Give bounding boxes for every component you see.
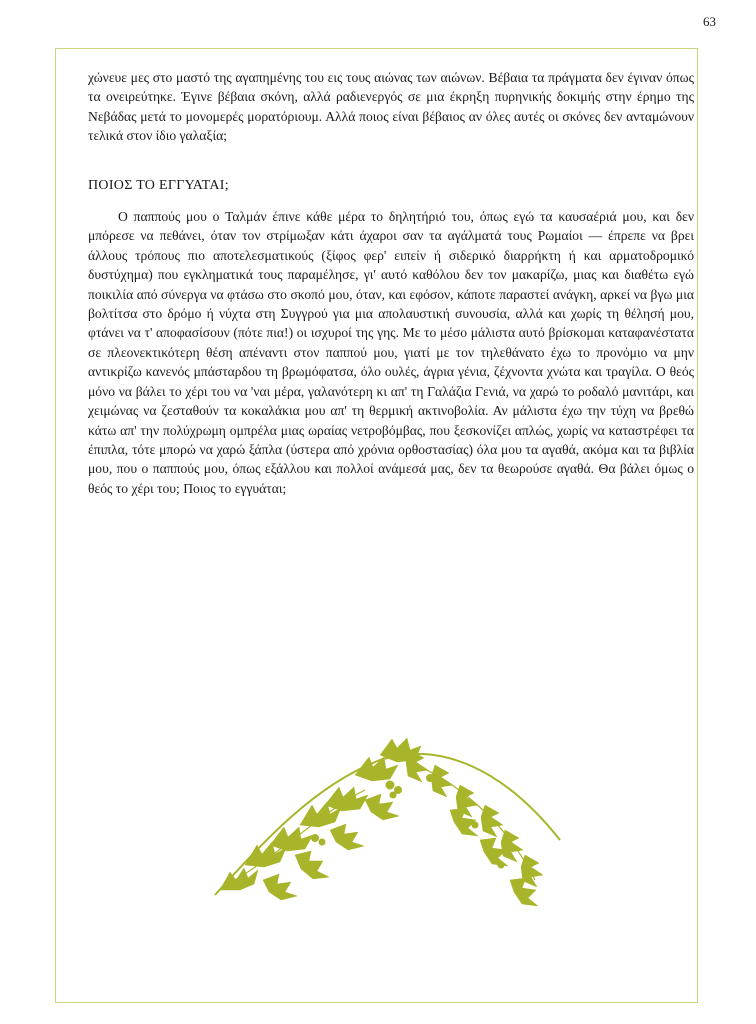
opening-paragraph: χώνευε μες στο μαστό της αγαπημένης του εις τους αιώνας των αιώνων. Βέβαια τα πράγματα δεν έγιναν όπως τα ονειρεύτηκε. Έγινε βέβαια σκόνη, αλλά ραδιενεργός σε μια έκρηξη πυρηνικής δοκιμής στην έρημο της Νεβάδας μετά το μονομερές μορατόριουμ. Αλλά ποιος είναι βέβαιος αν όλες αυτές οι σκόνες δεν ανταμώνουν τελικά στον ίδιο γαλαξία; bbox=[88, 70, 694, 144]
text-body bbox=[88, 68, 694, 498]
holly-branch-ornament-icon bbox=[205, 730, 570, 910]
section-heading: ΠΟΙΟΣ ΤΟ ΕΓΓΥΑΤΑΙ; bbox=[88, 177, 229, 193]
main-paragraph: Ο παππούς μου ο Ταλμάν έπινε κάθε μέρα το δηλητήριό του, όπως εγώ τα καυσαέριά μου, και δεν μπόρεσε να πεθάνει, όταν τον στρίμωξαν κάτι άχαροι σαν τα αγάλματά τους Ρωμαίοι — έπρεπε να βρει άλλους τρόπους πιο αποτελεσματικούς (ξίφος φερ' ειπείν ή σιδερικό διαρρήκτη ή και αρματοδρομικό δυστύχημα) που εγκληματικά τους παραμέλησε, γι' αυτό καθόλου δεν τον μακαρίζω, μιας και διαθέτω εγώ ποικιλία από σύνεργα να φτάσω στο σκοπό μου, όταν, και εφόσον, κάποτε παραστεί ανάγκη, αρκεί να βγω μια βολτίτσα στο δρόμο ή νύχτα στη Συγγρού για μια απολαυστική συνουσία, αλλά και χωρίς τη θέλησή μου, φτάνει να τ' αποφασίσουν (πότε πια!) οι ισχυροί της γης. Με το μέσο μάλιστα αυτό βρίσκομαι καταφανέστατα σε πλεονεκτικότερη θέση απέναντι στον παππού μου, γιατί με τον τηλεθάνατο έχω το προνόμιο να μην αντικρίζω κανενός μπάσταρδου τη βρωμόφατσα, όλο ουλές, άγρια γένια, ζέχνοντα χνώτα και τραγίλα. Ο θεός μόνο να βάλει το χέρι του να 'ναι μέρα, γαλανότερη κι απ' τη Γαλάζια Γενιά, να χαρώ το ροδαλό μανιτάρι, και χειμώνας να ζεσταθούν τα κοκαλάκια μου απ' τη θερμική ακτινοβολία. Αν μάλιστα έχω την τύχη να βρεθώ κάτω απ' την πολύχρωμη ομπρέλα μιας ωραίας νετροβόμβας, που ξεσκονίζει απλώς, χωρίς να καταστρέφει τα έπιπλα, τότε μπορώ να χαρώ ξάπλα (ύστερα από χρόνια ορθοστασίας) όλα μου τα αγαθά, ακόμα και τα βιβλία μου, που ο παππούς μου, όπως εξάλλου και πολλοί ανάμεσά μας, δεν τα θεωρούσε αγαθά. Θα βάλει όμως ο θεός το χέρι του; Ποιος το εγγυάται; bbox=[88, 209, 694, 496]
page-number: 63 bbox=[703, 14, 716, 29]
